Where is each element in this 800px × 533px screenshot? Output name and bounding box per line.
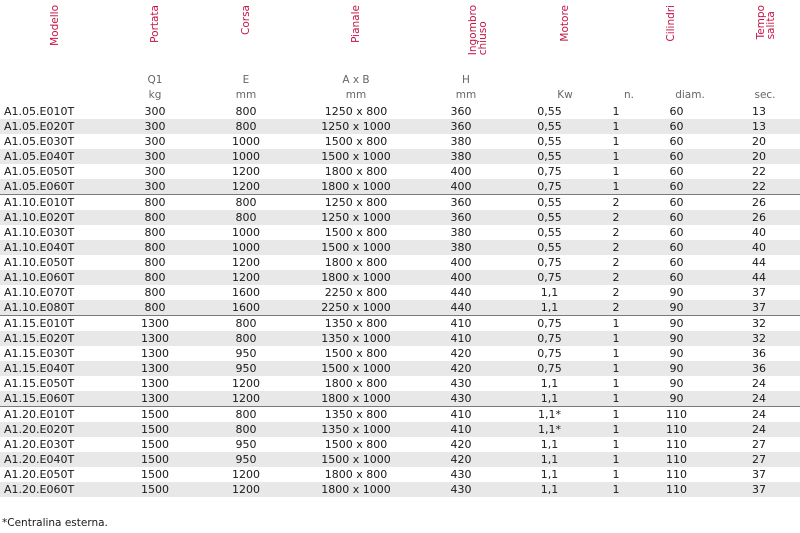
table-row [0, 195, 800, 211]
cell-pianale: 2250 x 800 [324, 286, 388, 299]
cell-cilindri-n: 2 [597, 270, 635, 285]
table-row [0, 482, 800, 497]
cell-tempo: 40 [718, 240, 800, 255]
cell-corsa: 800 [200, 422, 292, 437]
cell-ingombro: 420 [450, 347, 472, 360]
cell-cilindri-n: 2 [597, 300, 635, 316]
table-row [0, 422, 800, 437]
cell-pianale: 1250 x 1000 [292, 119, 420, 134]
cell-ingombro: 430 [420, 482, 502, 497]
cell-cilindri: 60 [635, 179, 718, 195]
cell-ingombro: 430 [450, 377, 472, 390]
cell-tempo: 36 [752, 347, 766, 360]
cell-cilindri-n: 1 [597, 179, 635, 195]
cell-modello: A1.05.E060T [0, 179, 110, 195]
header-line: Pianale [350, 5, 362, 43]
cell-motore: 0,55 [502, 195, 597, 211]
cell-pianale: 1500 x 800 [324, 135, 388, 148]
column-unit-pianale: mm [345, 89, 367, 101]
cell-portata: 1500 [110, 422, 200, 437]
column-unit-cilindri: diam. [675, 89, 705, 101]
cell-motore: 0,55 [537, 105, 562, 118]
cell-tempo: 22 [752, 165, 766, 178]
cell-cilindri: 110 [635, 407, 718, 423]
cell-motore: 0,55 [502, 149, 597, 164]
table-row [0, 164, 800, 179]
table-row [0, 134, 800, 149]
header-line: Corsa [240, 5, 252, 35]
cell-cilindri-n: 1 [612, 347, 620, 360]
cell-corsa: 1200 [232, 256, 260, 269]
cell-cilindri-n: 2 [597, 240, 635, 255]
cell-pianale: 1250 x 1000 [292, 210, 420, 225]
footnote: *Centralina esterna. [2, 517, 108, 529]
column-symbol-corsa: E [242, 74, 250, 86]
cell-pianale: 1800 x 1000 [292, 391, 420, 407]
cell-tempo: 24 [718, 422, 800, 437]
cell-portata: 1500 [110, 452, 200, 467]
column-symbol-pianale: A x B [342, 74, 370, 86]
cell-motore: 0,75 [502, 316, 597, 332]
cell-portata: 1300 [141, 377, 169, 390]
cell-motore: 1,1 [502, 482, 597, 497]
cell-ingombro: 410 [420, 422, 502, 437]
cell-modello: A1.15.E060T [0, 391, 110, 407]
table-row [0, 104, 800, 119]
cell-motore: 1,1 [540, 377, 559, 390]
cell-pianale: 1800 x 1000 [292, 482, 420, 497]
cell-portata: 1300 [110, 331, 200, 346]
cell-cilindri: 60 [669, 105, 684, 118]
cell-ingombro: 380 [420, 240, 502, 255]
cell-corsa: 950 [235, 347, 257, 360]
cell-motore: 1,1 [540, 468, 559, 481]
cell-portata: 300 [144, 135, 166, 148]
cell-motore: 0,75 [502, 361, 597, 376]
cell-pianale: 1800 x 800 [324, 256, 388, 269]
cell-cilindri: 90 [635, 316, 718, 332]
cell-pianale: 1350 x 1000 [292, 331, 420, 346]
cell-modello: A1.10.E040T [0, 240, 110, 255]
cell-ingombro: 360 [420, 210, 502, 225]
cell-cilindri: 60 [669, 226, 684, 239]
cell-motore: 0,75 [537, 165, 562, 178]
column-header-label [756, 5, 776, 39]
cell-modello: A1.20.E010T [0, 407, 110, 423]
table-row [0, 300, 800, 316]
cell-pianale: 1500 x 800 [324, 438, 388, 451]
cell-ingombro: 410 [420, 316, 502, 332]
cell-ingombro: 440 [450, 286, 472, 299]
table-row [0, 316, 800, 332]
cell-cilindri: 90 [669, 286, 684, 299]
cell-motore: 0,75 [502, 331, 597, 346]
cell-modello: A1.20.E020T [0, 422, 110, 437]
spec-table [0, 104, 800, 497]
cell-cilindri: 60 [669, 256, 684, 269]
cell-ingombro: 410 [420, 407, 502, 423]
cell-tempo: 13 [752, 105, 766, 118]
cell-tempo: 37 [718, 482, 800, 497]
cell-cilindri-n: 2 [612, 286, 620, 299]
cell-pianale: 1350 x 800 [292, 407, 420, 423]
cell-cilindri-n: 1 [597, 422, 635, 437]
cell-motore: 1,1 [502, 300, 597, 316]
header-line: Ingombro [467, 5, 479, 56]
cell-modello: A1.10.E030T [4, 226, 75, 239]
cell-motore: 1,1 [540, 438, 559, 451]
cell-pianale: 1250 x 800 [292, 195, 420, 211]
header-line: salita [765, 11, 777, 40]
table-header [0, 0, 800, 104]
cell-ingombro: 360 [450, 105, 472, 118]
cell-portata: 1500 [141, 438, 169, 451]
cell-modello: A1.20.E050T [4, 468, 75, 481]
cell-tempo: 27 [718, 452, 800, 467]
cell-cilindri-n: 2 [597, 195, 635, 211]
cell-ingombro: 360 [420, 195, 502, 211]
cell-cilindri: 110 [666, 438, 687, 451]
cell-cilindri-n: 1 [612, 165, 620, 178]
cell-pianale: 1500 x 1000 [292, 361, 420, 376]
cell-tempo: 22 [718, 179, 800, 195]
cell-cilindri: 60 [635, 119, 718, 134]
cell-motore: 0,75 [502, 179, 597, 195]
cell-tempo: 24 [718, 391, 800, 407]
table-row [0, 437, 800, 452]
spec-table-body [0, 104, 800, 497]
table-row [0, 210, 800, 225]
cell-tempo: 44 [718, 270, 800, 285]
header-line: Tempo [755, 5, 767, 40]
cell-portata: 800 [144, 256, 166, 269]
cell-cilindri: 110 [666, 468, 687, 481]
table-row [0, 255, 800, 270]
column-header-tempo [0, 0, 776, 70]
column-unit-cilindri-n: n. [624, 89, 634, 101]
cell-pianale: 1800 x 1000 [292, 179, 420, 195]
cell-motore: 1,1 [502, 391, 597, 407]
cell-cilindri-n: 2 [597, 210, 635, 225]
cell-portata: 300 [110, 149, 200, 164]
cell-tempo: 20 [718, 149, 800, 164]
cell-portata: 800 [110, 195, 200, 211]
cell-ingombro: 420 [420, 452, 502, 467]
cell-tempo: 13 [718, 119, 800, 134]
cell-corsa: 1200 [200, 270, 292, 285]
cell-cilindri-n: 1 [612, 468, 620, 481]
cell-modello: A1.05.E050T [4, 165, 75, 178]
cell-portata: 1300 [110, 316, 200, 332]
table-row [0, 452, 800, 467]
table-row [0, 376, 800, 391]
cell-corsa: 1600 [232, 286, 260, 299]
cell-tempo: 24 [752, 377, 766, 390]
table-row [0, 285, 800, 300]
cell-cilindri-n: 1 [597, 331, 635, 346]
table-row [0, 179, 800, 195]
cell-pianale: 1800 x 1000 [292, 270, 420, 285]
cell-cilindri-n: 1 [597, 482, 635, 497]
cell-portata: 800 [144, 226, 166, 239]
cell-cilindri-n: 1 [597, 316, 635, 332]
cell-portata: 300 [144, 105, 166, 118]
cell-portata: 800 [110, 270, 200, 285]
cell-portata: 300 [110, 179, 200, 195]
cell-cilindri-n: 1 [597, 119, 635, 134]
header-line: Portata [149, 5, 161, 43]
cell-tempo: 37 [752, 286, 766, 299]
table-row [0, 391, 800, 407]
cell-ingombro: 400 [450, 165, 472, 178]
cell-corsa: 800 [200, 119, 292, 134]
cell-motore: 0,75 [537, 256, 562, 269]
table-row [0, 361, 800, 376]
cell-cilindri: 60 [635, 240, 718, 255]
cell-ingombro: 360 [420, 119, 502, 134]
cell-portata: 1500 [141, 468, 169, 481]
cell-corsa: 950 [200, 452, 292, 467]
cell-modello: A1.10.E080T [0, 300, 110, 316]
cell-corsa: 950 [200, 361, 292, 376]
cell-cilindri-n: 1 [612, 105, 620, 118]
cell-modello: A1.10.E070T [4, 286, 75, 299]
cell-corsa: 1200 [200, 391, 292, 407]
table-row [0, 270, 800, 285]
cell-cilindri: 90 [635, 361, 718, 376]
cell-portata: 800 [110, 210, 200, 225]
cell-cilindri-n: 1 [612, 438, 620, 451]
table-row [0, 467, 800, 482]
cell-motore: 1,1* [502, 407, 597, 423]
header-line: Modello [49, 5, 61, 46]
column-unit-ingombro: mm [455, 89, 477, 101]
cell-cilindri: 90 [635, 331, 718, 346]
cell-cilindri: 110 [635, 452, 718, 467]
cell-tempo: 24 [718, 407, 800, 423]
cell-portata: 1300 [110, 391, 200, 407]
cell-tempo: 36 [718, 361, 800, 376]
cell-ingombro: 430 [450, 468, 472, 481]
cell-ingombro: 380 [450, 226, 472, 239]
table-row [0, 240, 800, 255]
cell-pianale: 1800 x 800 [324, 468, 388, 481]
cell-ingombro: 400 [420, 179, 502, 195]
cell-ingombro: 420 [420, 361, 502, 376]
cell-portata: 1300 [110, 361, 200, 376]
cell-portata: 1500 [110, 407, 200, 423]
cell-pianale: 1500 x 800 [324, 347, 388, 360]
cell-ingombro: 420 [450, 438, 472, 451]
cell-corsa: 800 [200, 331, 292, 346]
cell-modello: A1.10.E020T [0, 210, 110, 225]
cell-tempo: 26 [718, 210, 800, 225]
table-row [0, 225, 800, 240]
cell-modello: A1.15.E050T [4, 377, 75, 390]
cell-tempo: 32 [718, 331, 800, 346]
cell-cilindri: 90 [635, 300, 718, 316]
cell-pianale: 1500 x 800 [324, 226, 388, 239]
cell-corsa: 1200 [232, 165, 260, 178]
cell-cilindri: 110 [635, 422, 718, 437]
cell-modello: A1.05.E020T [0, 119, 110, 134]
cell-tempo: 20 [752, 135, 766, 148]
cell-cilindri-n: 1 [597, 452, 635, 467]
cell-modello: A1.05.E010T [4, 105, 75, 118]
cell-modello: A1.20.E030T [4, 438, 75, 451]
table-row [0, 149, 800, 164]
cell-corsa: 1000 [232, 135, 260, 148]
cell-tempo: 32 [718, 316, 800, 332]
cell-corsa: 950 [235, 438, 257, 451]
column-unit-motore: Kw [557, 89, 573, 101]
cell-ingombro: 400 [450, 256, 472, 269]
table-row [0, 407, 800, 423]
cell-tempo: 44 [752, 256, 766, 269]
cell-portata: 800 [110, 240, 200, 255]
cell-ingombro: 440 [420, 300, 502, 316]
column-symbol-ingombro: H [462, 74, 470, 86]
cell-tempo: 27 [752, 438, 766, 451]
cell-portata: 300 [110, 119, 200, 134]
cell-portata: 800 [144, 286, 166, 299]
cell-pianale: 1250 x 800 [324, 105, 388, 118]
cell-cilindri: 60 [669, 165, 684, 178]
cell-cilindri-n: 1 [597, 391, 635, 407]
cell-pianale: 1500 x 1000 [292, 149, 420, 164]
cell-cilindri-n: 1 [597, 361, 635, 376]
cell-ingombro: 430 [420, 391, 502, 407]
cell-tempo: 37 [752, 468, 766, 481]
cell-motore: 0,55 [537, 135, 562, 148]
column-symbol-portata: Q1 [147, 74, 163, 86]
cell-corsa: 800 [200, 316, 292, 332]
cell-cilindri: 110 [635, 482, 718, 497]
cell-portata: 1300 [141, 347, 169, 360]
cell-pianale: 1350 x 1000 [292, 422, 420, 437]
cell-cilindri: 60 [635, 149, 718, 164]
cell-pianale: 1500 x 1000 [292, 240, 420, 255]
cell-pianale: 1350 x 800 [292, 316, 420, 332]
cell-ingombro: 410 [420, 331, 502, 346]
column-unit-portata: kg [148, 89, 162, 101]
cell-cilindri-n: 1 [597, 149, 635, 164]
cell-tempo: 37 [718, 300, 800, 316]
cell-pianale: 1500 x 1000 [292, 452, 420, 467]
cell-ingombro: 380 [450, 135, 472, 148]
table-row [0, 331, 800, 346]
cell-cilindri-n: 1 [597, 407, 635, 423]
cell-cilindri: 60 [669, 135, 684, 148]
cell-modello: A1.10.E010T [0, 195, 110, 211]
cell-cilindri-n: 1 [612, 377, 620, 390]
cell-corsa: 1200 [232, 377, 260, 390]
cell-pianale: 2250 x 1000 [292, 300, 420, 316]
cell-modello: A1.15.E030T [4, 347, 75, 360]
cell-corsa: 1200 [200, 179, 292, 195]
cell-cilindri-n: 1 [612, 135, 620, 148]
table-row [0, 119, 800, 134]
cell-motore: 0,55 [537, 226, 562, 239]
cell-tempo: 26 [718, 195, 800, 211]
cell-corsa: 800 [200, 210, 292, 225]
cell-corsa: 800 [235, 105, 257, 118]
cell-modello: A1.10.E060T [0, 270, 110, 285]
cell-modello: A1.20.E060T [0, 482, 110, 497]
cell-motore: 0,75 [537, 347, 562, 360]
cell-portata: 800 [110, 300, 200, 316]
cell-cilindri-n: 2 [612, 256, 620, 269]
cell-ingombro: 380 [420, 149, 502, 164]
cell-cilindri: 90 [669, 377, 684, 390]
cell-motore: 1,1 [540, 286, 559, 299]
cell-corsa: 1200 [232, 468, 260, 481]
cell-cilindri: 60 [635, 210, 718, 225]
cell-corsa: 1600 [200, 300, 292, 316]
cell-modello: A1.15.E040T [0, 361, 110, 376]
cell-motore: 0,55 [502, 119, 597, 134]
header-line: chiuso [477, 21, 489, 56]
cell-corsa: 800 [200, 195, 292, 211]
cell-portata: 1500 [110, 482, 200, 497]
column-unit-corsa: mm [235, 89, 257, 101]
cell-motore: 0,55 [502, 240, 597, 255]
cell-corsa: 800 [200, 407, 292, 423]
column-unit-tempo: sec. [754, 89, 776, 101]
cell-cilindri: 60 [635, 270, 718, 285]
cell-motore: 1,1* [502, 422, 597, 437]
cell-portata: 300 [144, 165, 166, 178]
header-line: Motore [559, 5, 571, 42]
cell-corsa: 1000 [200, 240, 292, 255]
cell-pianale: 1800 x 800 [324, 165, 388, 178]
table-row [0, 346, 800, 361]
cell-modello: A1.10.E050T [4, 256, 75, 269]
cell-modello: A1.20.E040T [0, 452, 110, 467]
cell-cilindri-n: 2 [612, 226, 620, 239]
cell-corsa: 1200 [200, 482, 292, 497]
cell-ingombro: 400 [420, 270, 502, 285]
cell-modello: A1.05.E030T [4, 135, 75, 148]
cell-corsa: 1000 [232, 226, 260, 239]
cell-motore: 0,55 [502, 210, 597, 225]
cell-cilindri: 90 [669, 347, 684, 360]
header-line: Cilindri [665, 5, 677, 42]
cell-corsa: 1000 [200, 149, 292, 164]
cell-modello: A1.15.E020T [0, 331, 110, 346]
cell-modello: A1.15.E010T [0, 316, 110, 332]
cell-tempo: 40 [752, 226, 766, 239]
cell-motore: 1,1 [502, 452, 597, 467]
cell-cilindri: 60 [635, 195, 718, 211]
cell-motore: 0,75 [502, 270, 597, 285]
cell-pianale: 1800 x 800 [324, 377, 388, 390]
cell-cilindri: 90 [635, 391, 718, 407]
cell-modello: A1.05.E040T [0, 149, 110, 164]
